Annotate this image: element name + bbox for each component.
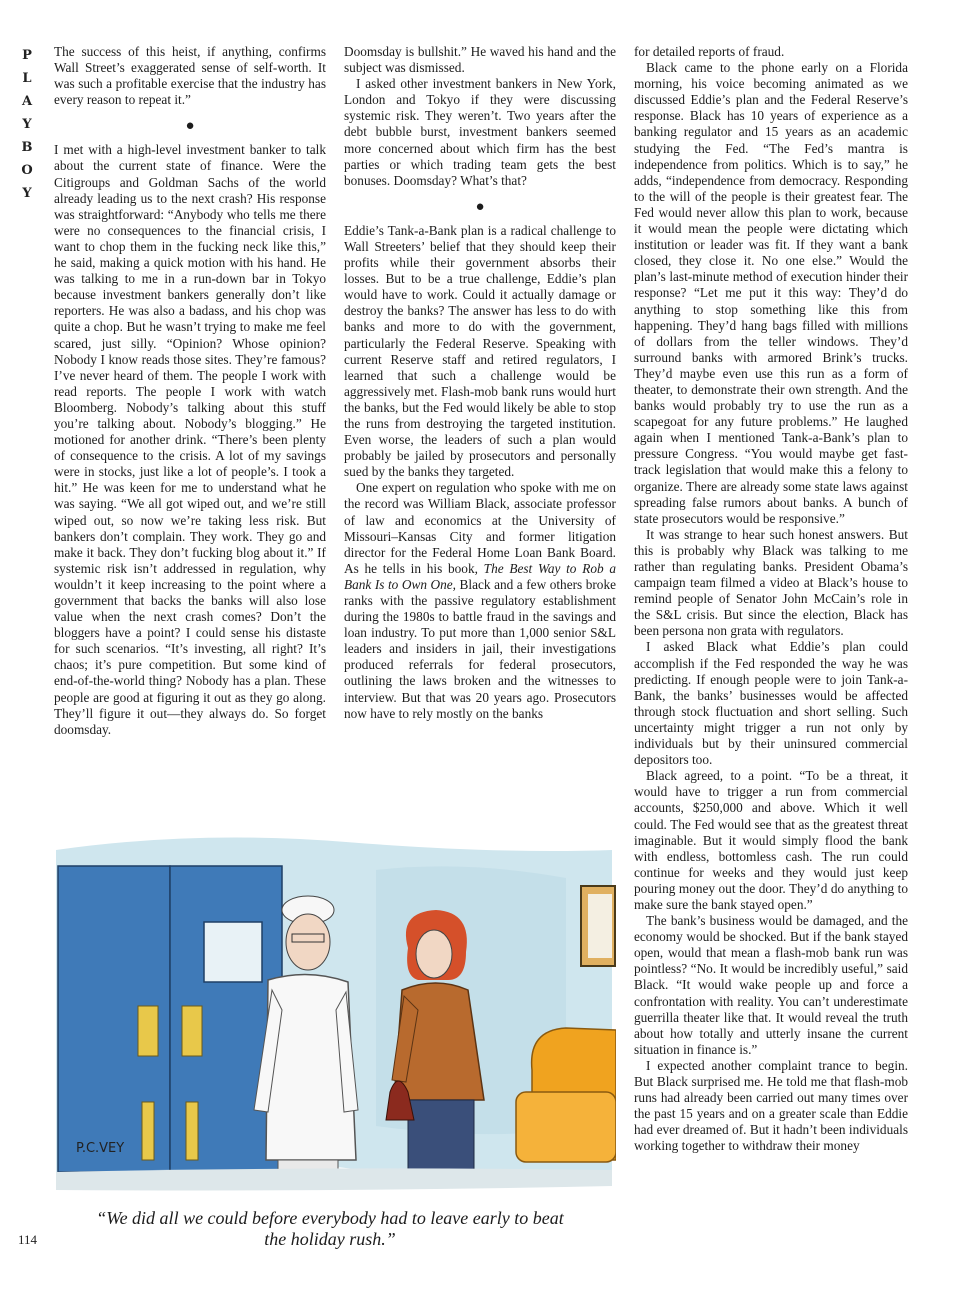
door-kick-plate <box>142 1102 154 1160</box>
paragraph: I asked other investment bankers in New York, London and Tokyo if they were discussing systemic risk. They weren’t. Two years after the debt bubble burst, investment bankers seemed more concerned about which firm has the best parties or which trading team gets the best bonuses. Doomsday? What’s that? <box>344 76 616 188</box>
paragraph: I met with a high-level investment banker to talk about the current state of finance. Were the Citigroups and Goldman Sachs of the world already leading us to the next crash? His response was straightforward: “Anybody who tells me there were no consequences to the financial crisis, I want to chop them in the fucking neck like this,” he said, making a quick motion with his hand. He was talking to me in a run-down bar in Tokyo because investment bankers generally don’t like reporters. He was also a badass, and his chop was quite a chop. But he wasn’t trying to make me feel scared, just silly. “Opinion? Whose opinion? Nobody I know reads those sites. They’re famous? I’ve never heard of them. The people I work with read reports. The people I work with watch Bloomberg. Nobody’s talking about this stuff you’re talking about. Nobody’s blogging.” He motioned for another drink. “There’s been plenty of consequence to the crisis. A lot of my savings were in stocks, just like a lot of people’s. I took a hit.” He was keen for me to understand what he was saying. “We all got wiped out, and we’re still wiped out, so now we’re taking less risk. But bankers don’t complain. They work. They go and make it back. They don’t fucking blog about it.” If systemic risk isn’t addressed in regulation, why wouldn’t it keep increasing to the point where a government that backs the banks will also lose value when the next crash comes? Don’t the bloggers have a point? I could sense his distaste for such scenarios. “It’s investing, all right? It’s chaos; it’s pure competition. But some kind of end-of-the-world thing? Nobody has a plan. These people are good at figuring it out as they go along. They’ll figure it out—they always do. So forget doomsday. <box>54 142 326 737</box>
paragraph: I asked Black what Eddie’s plan could accomplish if the Fed responded the way he was predicting. If enough people were to join Tank-a-Bank, the banks’ businesses would be affected through stock fluctuation and short selling. Such uncertainty might trigger a run not only by individuals but by their uninsured commercial depositors too. <box>634 639 908 768</box>
paragraph: Doomsday is bullshit.” He waved his hand and the subject was dismissed. <box>344 44 616 76</box>
paragraph: The success of this heist, if anything, confirms Wall Street’s exaggerated sense of self-worth. It was such a profitable exercise that the industry has every reason to repeat it.” <box>54 44 326 108</box>
article-column-3 <box>634 44 908 1154</box>
paragraph: It was strange to hear such honest answers. But this is probably why Black was talking to me rather than regulating banks. President Obama’s campaign team filmed a video at Black’s house to remind people of Senator John McCain’s role in the S&L crisis. But since the election, Black has been persona non grata with regulators. <box>634 526 908 639</box>
armchair-seat <box>516 1092 616 1162</box>
magazine-name-vertical <box>16 44 38 205</box>
magazine-letter: L <box>22 71 32 86</box>
magazine-letter: Y <box>22 186 32 201</box>
cartoonist-signature: P.C.VEY <box>76 1141 125 1156</box>
magazine-letter: P <box>22 48 32 63</box>
section-break-bullet: ● <box>185 118 195 135</box>
door-handle-plate <box>182 1006 202 1056</box>
door-window <box>204 922 262 982</box>
paragraph: I expected another complaint trance to begin. But Black surprised me. He told me that flash-mob runs had already been carried out many times over the past 15 years and on a greater scale than Eddie had ever dreamed of. But it hadn’t been individuals working together to withdraw their money <box>634 1057 908 1154</box>
text-run: One expert on regulation who spoke with me on the record was William Black, associate professor of law and economics at the University of Missouri–Kansas City and former litigation director for the Federal Home Loan Bank Board. As he tells in his book, <box>344 480 616 576</box>
article-column-1 <box>54 44 326 738</box>
cartoon-caption: “We did all we could before everybody had to leave early to beat the holiday rush.” <box>96 1208 564 1249</box>
text-run: Black and a few others broke ranks with the passive regulatory establishment during the 1980s to battle fraud in the savings and loan industry. To put more than 1,000 senior S&L leaders and insiders in jail, their investigations produced referrals for federal prosecutors, outlining the laws broken and the witnesses to interview. But that was 20 years ago. Prosecutors now have to rely mostly on the banks <box>344 576 617 721</box>
magazine-letter: A <box>21 94 33 109</box>
magazine-letter: Y <box>22 117 32 132</box>
paragraph: Eddie’s Tank-a-Bank plan is a radical challenge to Wall Streeters’ belief that they should keep their profits while their government absorbs their losses. But to be a true challenge, Eddie’s plan would have to work. Could it actually damage or destroy the banks? The answer has less to do with banks and more to do with the government, particularly the Federal Reserve. Speaking with current Reserve staff and retired regulators, I learned that such a challenge would be aggressively met. Flash-mob bank runs would hurt the banks, but the Fed would likely be able to stop the runs from destroying the targeted institution. Even worse, the leaders of such a plan would probably be jailed by prosecutors and personally sued by the banks they targeted. <box>344 222 616 480</box>
paragraph: for detailed reports of fraud. <box>634 44 785 59</box>
woman-pants <box>408 1100 474 1174</box>
paragraph-black-intro <box>344 480 616 721</box>
page-number: 114 <box>18 1232 38 1247</box>
floor <box>56 1168 612 1190</box>
door-kick-plate <box>186 1102 198 1160</box>
magazine-letter: O <box>21 163 33 178</box>
woman-face <box>416 930 452 978</box>
cartoon-illustration <box>46 830 616 1200</box>
section-break-bullet: ● <box>475 198 485 215</box>
book-title: The Best Way to Rob a Bank Is to Own One, <box>344 560 616 592</box>
article-column-2 <box>344 44 616 722</box>
paragraph: Black agreed, to a point. “To be a threat, it would have to trigger a run from commercial accounts, $250,000 and above. Which it well could. The Fed would see that as the greatest threat imaginable. But it would simply flood the bank with endless, bottomless cash. The run could continue for weeks and they would just keep pouring money out the door. They’d do anything to make sure the bank stayed open.” <box>634 768 908 912</box>
door-handle-plate <box>138 1006 158 1056</box>
paragraph: The bank’s business would be damaged, and the economy would be shocked. But if the bank stayed open, would that mean a flash-mob bank run was pointless? “No. It would be incredibly useful,” said Black. “It would wake people up and force a confrontation with reality. You can’t underestimate guerrilla theater like that. It would reveal the truth about how totally and utterly insane the current situation in finance is.” <box>634 913 908 1057</box>
wall-picture <box>588 894 612 958</box>
magazine-letter: B <box>21 140 33 155</box>
paragraph: Black came to the phone early on a Florida morning, his voice becoming animated as we discussed Eddie’s plan and the Federal Reserve’s response. Black has 10 years of experience as a banking regulator and 15 years as an academic studying the Fed. “The Fed’s mantra is independence from politics. Which is to say,” he adds, “independence from democracy. Responding to the will of the people is their greatest fear. The Fed would never allow this plan to work, because it would mean the people were dictating which institution or leader was fit. If they want a bank closed, they close it. No one else.” Would the plan’s last-minute method of execution hinder their response? “Let me put it this way: They’d do anything to stop something like this from happening. They’d hang bags filled with millions of dollars from the teller windows. They’d surround banks with armored Brink’s trucks. They’d maybe even use this run as a form of theater, to demonstrate their own strength. And the banks would probably try to use the run as a scapegoat for any future problems.” He laughed again when I mentioned Tank-a-Bank’s plan to pressure Congress. “You would maybe get fast-track legislation that would make this a felony to organize. There are already some state laws against spreading false rumors about banks. A bunch of state prosecutors would be responsive.” <box>634 60 908 526</box>
